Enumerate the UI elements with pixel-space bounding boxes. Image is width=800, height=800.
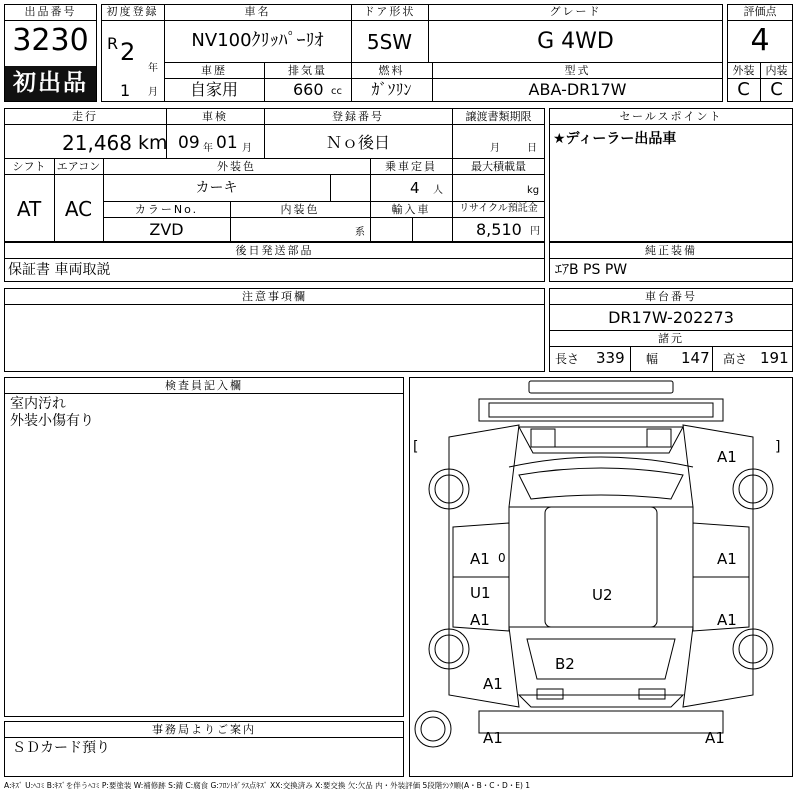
inspector-line-1: 室内汚れ — [10, 396, 66, 412]
registration-month-unit: 月 — [148, 87, 158, 98]
mark-a1-bumper-right: A1 — [705, 729, 725, 747]
recycle-fee: 8,510 — [476, 220, 522, 239]
equipment: ｴｱB PS PW — [555, 262, 628, 278]
import-label: 輸入車 — [391, 203, 431, 216]
sales-point-label: セールスポイント — [619, 110, 723, 123]
aircon: AC — [64, 197, 93, 221]
first-listing-badge: 初出品 — [5, 66, 96, 101]
height: 191 — [760, 349, 789, 367]
door-type: 5SW — [366, 30, 413, 54]
recycle-label: リサイクル預託金 — [459, 203, 538, 214]
inspection-label: 車検 — [202, 110, 228, 123]
door-label: ドア形状 — [363, 5, 416, 18]
grade: G 4WD — [537, 29, 614, 54]
width-label: 幅 — [646, 352, 659, 366]
history-label: 車歴 — [201, 64, 227, 77]
int-color-label: 内装色 — [280, 203, 320, 216]
later-parts-label: 後日発送部品 — [235, 244, 314, 257]
int-color-unit: 系 — [355, 227, 365, 238]
height-label: 高さ — [723, 352, 748, 366]
mark-a1-front-left-door: A1 — [470, 550, 490, 568]
inspector-label: 検査員記入欄 — [165, 379, 243, 392]
capacity-unit: 人 — [433, 185, 443, 196]
car-name-label: 車名 — [244, 5, 271, 18]
aircon-label: エアコン — [56, 160, 101, 173]
specs-label: 諸元 — [658, 332, 684, 345]
model: ABA-DR17W — [528, 80, 627, 99]
interior-grade: C — [770, 79, 783, 100]
mileage-unit: km — [138, 132, 168, 154]
mark-a1-front-right: A1 — [717, 448, 737, 466]
transfer-day-unit: 日 — [527, 143, 537, 154]
grade-label: グレード — [549, 5, 602, 18]
inspection-year: 09 — [178, 133, 200, 153]
mark-bracket-left: [ — [413, 439, 419, 455]
score-label: 評価点 — [743, 5, 777, 18]
registration-year: 2 — [120, 38, 136, 66]
color-no: ZVD — [149, 220, 184, 239]
office-note: ＳＤカード預り — [12, 740, 110, 756]
transfer-month-unit: 月 — [490, 143, 500, 154]
max-load-unit: kg — [527, 185, 540, 196]
mark-u1: U1 — [470, 584, 491, 602]
mileage: 21,468 — [62, 131, 132, 155]
interior-grade-label: 内装 — [765, 64, 788, 77]
mark-a1-rear-right-door: A1 — [717, 611, 737, 629]
registration-era: R — [107, 34, 119, 53]
capacity-label: 乗車定員 — [385, 160, 437, 173]
shift-label: シフト — [12, 160, 46, 173]
chassis-label: 車台番号 — [645, 290, 697, 303]
sales-point-box — [549, 108, 793, 242]
vehicle-detail-grid — [4, 108, 545, 242]
registration-label: 初度登録 — [106, 5, 159, 18]
exterior-grade-label: 外装 — [732, 64, 755, 77]
mileage-label: 走行 — [72, 110, 98, 123]
mark-bracket-right: ] — [775, 439, 781, 455]
fuel: ｶﾞｿﾘﾝ — [371, 80, 412, 99]
inspector-line-2: 外装小傷有り — [10, 413, 94, 429]
model-label: 型式 — [564, 64, 591, 77]
ext-color-label: 外装色 — [217, 160, 256, 173]
ext-color: カーキ — [195, 180, 238, 196]
mark-zero-fl: 0 — [498, 551, 506, 565]
exterior-grade: C — [737, 79, 750, 100]
score: 4 — [750, 23, 770, 58]
inspection-year-unit: 年 — [203, 143, 213, 154]
recycle-fee-unit: 円 — [530, 226, 540, 237]
capacity: 4 — [410, 179, 420, 197]
fuel-label: 燃料 — [378, 64, 405, 77]
mark-a1-bumper-left: A1 — [483, 729, 503, 747]
notes-label: 注意事項欄 — [242, 290, 307, 303]
later-parts: 保証書 車両取説 — [8, 262, 111, 278]
max-load-label: 最大積載量 — [471, 160, 526, 173]
shift: AT — [16, 197, 42, 221]
history: 自家用 — [189, 80, 238, 99]
length: 339 — [596, 349, 625, 367]
inspection-month: 01 — [216, 133, 238, 153]
office-label: 事務局よりご案内 — [152, 723, 256, 736]
displacement-label: 排気量 — [288, 64, 327, 77]
chassis-number: DR17W-202273 — [608, 308, 734, 327]
color-no-label: カラーNo. — [134, 203, 199, 216]
displacement-unit: cc — [331, 86, 342, 97]
width: 147 — [681, 349, 710, 367]
mark-a1-rear: A1 — [483, 675, 503, 693]
equipment-label: 純正装備 — [645, 244, 697, 257]
sales-point: ★ディーラー出品車 — [553, 131, 677, 147]
registration-year-unit: 年 — [148, 63, 158, 74]
registration-month: 1 — [120, 81, 131, 100]
car-diagram — [409, 377, 793, 777]
reg-number-label: 登録番号 — [332, 110, 384, 123]
lot-number: 3230 — [12, 23, 89, 58]
legend: A:ｷｽﾞ U:ﾍｺﾐ B:ｷｽﾞを伴うﾍｺﾐ P:要塗装 W:補修跡 S:錆 C:腐食 G:ﾌﾛﾝﾄｶﾞﾗｽ点ｷｽﾞ XX:交換済み X:要交換 欠:欠品 内・外装評価 5段階ﾗﾝｸ順(A・B・C・D・E) 1 — [4, 781, 531, 790]
displacement: 660 — [293, 80, 324, 99]
car-name: NV100ｸﾘｯﾊﾟｰﾘｵ — [191, 30, 324, 51]
mark-a1-front-right-door: A1 — [717, 550, 737, 568]
length-label: 長さ — [555, 352, 580, 366]
reg-number: Ｎｏ後日 — [325, 133, 390, 152]
mark-b2: B2 — [555, 655, 575, 673]
mark-u2: U2 — [592, 586, 613, 604]
mark-a1-rear-left-door: A1 — [470, 611, 490, 629]
transfer-label: 譲渡書類期限 — [465, 110, 532, 123]
inspection-month-unit: 月 — [242, 143, 252, 154]
lot-label: 出品番号 — [24, 5, 77, 18]
